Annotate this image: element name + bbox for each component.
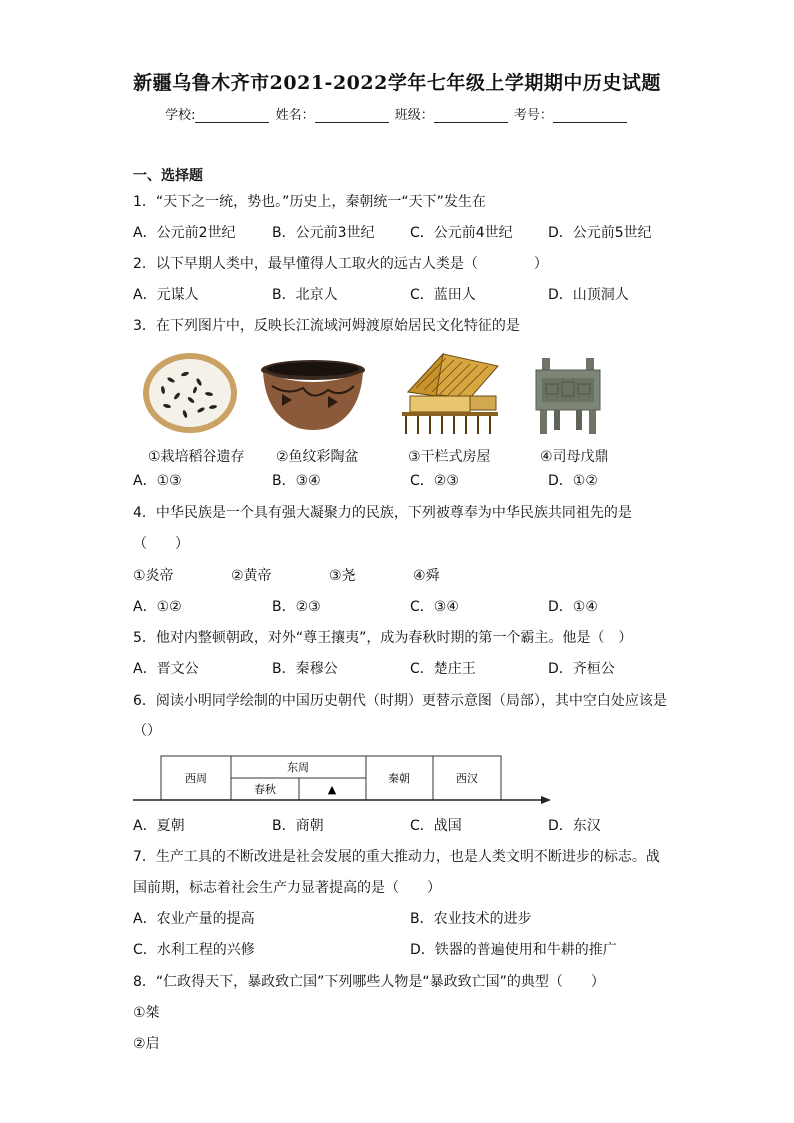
number-blank[interactable] [553, 108, 627, 123]
q4-option-a[interactable]: A．①② [133, 599, 182, 615]
caption-ding: ④司母戊鼎 [540, 449, 609, 465]
q4-item-4: ④舜 [413, 568, 440, 584]
q2-option-c[interactable]: C．蓝田人 [410, 287, 476, 303]
q8-item-2: ②启 [133, 1036, 160, 1052]
q2-option-a[interactable]: A．元谋人 [133, 287, 199, 303]
question-5-stem: 5．他对内整顿朝政，对外“尊王攘夷”，成为春秋时期的第一个霸主。他是（ ） [133, 630, 633, 646]
q1-option-b[interactable]: B．公元前3世纪 [272, 225, 375, 241]
q3-option-d[interactable]: D．①② [548, 473, 598, 489]
q7-option-a[interactable]: A．农业产量的提高 [133, 911, 255, 927]
class-label: 班级： [394, 108, 434, 123]
q6-option-c[interactable]: C．战国 [410, 818, 462, 834]
q7-option-b[interactable]: B．农业技术的进步 [410, 911, 532, 927]
student-info-row [0, 104, 794, 123]
q7-option-d[interactable]: D．铁器的普遍使用和牛耕的推广 [410, 942, 617, 958]
timeline-xihan: 西汉 [456, 772, 478, 785]
q1-option-a[interactable]: A．公元前2世纪 [133, 225, 236, 241]
name-label: 姓名： [275, 108, 315, 123]
fish-pottery-basin-image [258, 356, 368, 434]
timeline-xizhou: 西周 [185, 772, 207, 785]
question-7-stem-line-1: 7．生产工具的不断改进是社会发展的重大推动力，也是人类文明不断进步的标志。战 [133, 849, 660, 865]
name-blank[interactable] [315, 108, 389, 123]
q4-item-3: ③尧 [329, 568, 356, 584]
timeline-dongzhou: 东周 [287, 761, 309, 774]
question-4-paren: （ ） [133, 536, 189, 552]
q6-option-d[interactable]: D．东汉 [548, 818, 601, 834]
q1-option-d[interactable]: D．公元前5世纪 [548, 225, 652, 241]
question-6-stem: 6．阅读小明同学绘制的中国历史朝代（时期）更替示意图（局部），其中空白处应该是 [133, 693, 667, 709]
rice-grains-image [141, 352, 239, 434]
q6-option-b[interactable]: B．商朝 [272, 818, 324, 834]
q2-option-b[interactable]: B．北京人 [272, 287, 338, 303]
question-7-stem-line-2: 国前期，标志着社会生产力显著提高的是（ ） [133, 880, 441, 896]
q4-option-d[interactable]: D．①④ [548, 599, 598, 615]
q3-option-b[interactable]: B．③④ [272, 473, 321, 489]
dynasty-timeline-diagram [133, 752, 553, 808]
caption-stilt-house: ③干栏式房屋 [408, 449, 491, 465]
question-1-stem: 1．“天下之一统，势也。”历史上，秦朝统一“天下”发生在 [133, 194, 486, 210]
timeline-qin: 秦朝 [388, 772, 410, 785]
question-6-paren: （） [133, 723, 161, 739]
q5-option-a[interactable]: A．晋文公 [133, 661, 199, 677]
q3-option-a[interactable]: A．①③ [133, 473, 182, 489]
section-heading: 一、选择题 [133, 168, 203, 184]
stilt-house-image [388, 352, 503, 436]
q4-option-b[interactable]: B．②③ [272, 599, 321, 615]
q8-item-1: ①桀 [133, 1005, 160, 1021]
q2-option-d[interactable]: D．山顶洞人 [548, 287, 629, 303]
timeline-blank-marker: ▲ [327, 783, 337, 796]
school-blank[interactable] [195, 108, 269, 123]
q3-option-c[interactable]: C．②③ [410, 473, 459, 489]
q5-option-c[interactable]: C．楚庄王 [410, 661, 476, 677]
q4-item-1: ①炎帝 [133, 568, 174, 584]
q4-item-2: ②黄帝 [231, 568, 272, 584]
caption-pottery-basin: ②鱼纹彩陶盆 [276, 449, 359, 465]
q6-option-a[interactable]: A．夏朝 [133, 818, 185, 834]
q4-option-c[interactable]: C．③④ [410, 599, 459, 615]
school-label: 学校: [165, 108, 196, 123]
number-label: 考号： [513, 108, 553, 123]
question-8-stem: 8．“仁政得天下，暴政致亡国”下列哪些人物是“暴政致亡国”的典型（ ） [133, 974, 605, 990]
q5-option-d[interactable]: D．齐桓公 [548, 661, 615, 677]
caption-rice-grains: ①栽培稻谷遗存 [148, 449, 245, 465]
q1-option-c[interactable]: C．公元前4世纪 [410, 225, 513, 241]
question-2-stem: 2．以下早期人类中，最早懂得人工取火的远古人类是（ ） [133, 256, 548, 272]
class-blank[interactable] [434, 108, 508, 123]
simuwu-ding-image [530, 356, 606, 436]
timeline-chunqiu: 春秋 [254, 783, 276, 796]
question-3-stem: 3．在下列图片中，反映长江流域河姆渡原始居民文化特征的是 [133, 318, 520, 334]
question-4-stem: 4．中华民族是一个具有强大凝聚力的民族，下列被尊奉为中华民族共同祖先的是 [133, 505, 632, 521]
q7-option-c[interactable]: C．水利工程的兴修 [133, 942, 255, 958]
page-title: 新疆乌鲁木齐市2021-2022学年七年级上学期期中历史试题 [133, 72, 661, 94]
q5-option-b[interactable]: B．秦穆公 [272, 661, 338, 677]
